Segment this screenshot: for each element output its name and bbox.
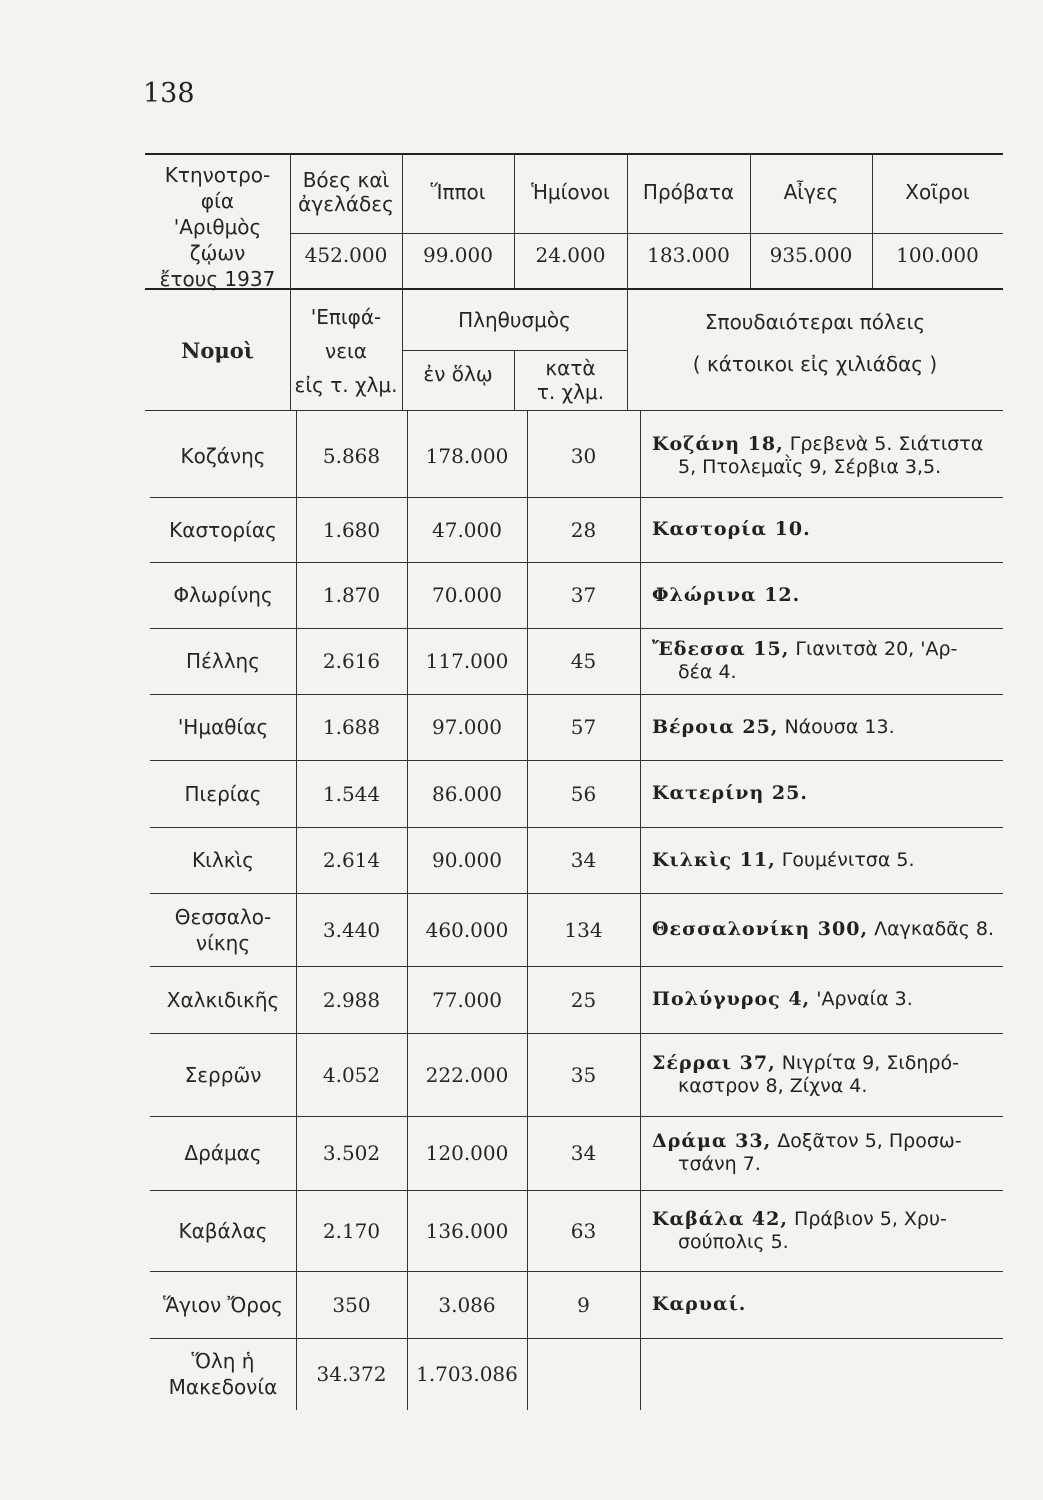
header-line: 'Επιφά- [310,305,382,329]
header-line: κατὰ [545,356,596,380]
prefecture-name-line: Κιλκὶς [191,848,254,872]
main-city: Καβάλα 42, [652,1207,788,1230]
population-value: 86.000 [432,781,502,806]
main-city: Κιλκὶς 11, [652,848,776,871]
other-cities: Νιγρίτα 9, Σιδηρό- [775,1051,959,1074]
livestock-header [290,168,402,216]
cities-text [652,518,1002,541]
row-rule [150,1116,1003,1117]
area-value: 350 [332,1292,371,1317]
col-divider [527,410,528,1410]
area-value: 2.170 [322,1218,381,1243]
prefecture-name [150,1062,296,1088]
livestock-label-line: 'Αριθμὸς [173,215,262,239]
livestock-value: 935.000 [769,243,853,267]
prefecture-name-line: Θεσσαλο- [174,904,272,929]
row-rule [150,1271,1003,1272]
row-rule [150,628,1003,629]
header-line: Βόες καὶ [302,168,390,192]
area-value: 1.680 [322,517,381,542]
other-cities: Πράβιον 5, Χρυ- [788,1207,947,1230]
area-value: 2.988 [322,987,381,1012]
main-city: Πολύγυρος 4, [652,988,811,1010]
prefecture-name [150,847,296,873]
density-value: 35 [570,1062,597,1087]
cities-text [652,1208,1002,1254]
density-value: 63 [570,1218,597,1243]
prefecture-name [150,648,296,674]
prefecture-name [150,714,296,740]
col-divider [296,410,297,1410]
other-cities: Γουμένιτσα 5. [775,848,915,871]
table-top-rule [145,153,1003,155]
cities-continuation: καστρον 8, Ζίχνα 4. [678,1074,868,1097]
prefecture-name [150,904,296,956]
section-rule [145,288,1003,290]
other-cities: Νάουσα 13. [778,715,895,738]
main-city: Θεσσαλονίκη 300, [652,918,869,940]
livestock-header: Ἵπποι [430,180,486,204]
population-value: 117.000 [425,649,509,673]
density-value: 57 [570,715,597,739]
livestock-label-line: ζῴων [189,241,246,265]
area-value: 2.616 [322,649,381,673]
col-divider [640,410,641,1410]
main-city: Ἔδεσσα 15, [652,638,790,660]
other-cities: Γιανιτσὰ 20, 'Αρ- [789,638,958,660]
prefecture-name [150,582,296,608]
main-city: Δράμα 33, [652,1130,772,1152]
main-city: Σέρραι 37, [652,1051,776,1074]
pop-total-header: ἐν ὅλῳ [423,362,493,386]
col-divider [872,153,873,288]
main-city: Κατερίνη 25. [652,782,808,804]
main-city: Βέροια 25, [652,715,779,738]
col-divider [402,153,403,288]
population-value: 3.086 [438,1292,496,1317]
cities-text [652,988,1002,1011]
density-value: 134 [564,917,603,942]
row-rule [150,1033,1003,1034]
prefecture-name [150,1140,296,1166]
cities-continuation: σούπολις 5. [678,1230,789,1253]
prefecture-name-line: Χαλκιδικῆς [166,987,280,1012]
density-value: 30 [570,444,597,468]
population-value: 460.000 [425,917,509,942]
cities-text [652,584,1002,607]
area-value: 5.868 [322,444,381,468]
livestock-value: 99.000 [423,243,493,267]
row-rule [150,760,1003,761]
area-value: 1.688 [322,715,381,739]
header-line: νεια [325,339,367,363]
cities-text [652,638,1002,684]
population-value: 70.000 [432,583,502,607]
cities-subtitle: ( κάτοικοι εἰς χιλιάδας ) [692,352,938,376]
cities-text [652,433,1002,479]
row-rule [150,497,1003,498]
prefecture-name-line: Φλωρίνης [173,583,273,607]
row-rule [150,1338,1003,1339]
area-value: 1.870 [322,583,381,607]
col-divider [407,410,408,1410]
area-value: 3.502 [322,1141,381,1165]
livestock-value: 24.000 [535,243,606,267]
main-city: Φλώρινα 12. [652,583,801,606]
prefecture-name-line: Ὅλη ἡ [191,1349,255,1373]
livestock-header: Χοῖροι [905,180,970,204]
population-value: 90.000 [432,848,502,872]
livestock-label-line: Κτηνοτρο- [164,163,271,187]
pop-density-header [514,356,627,404]
prefecture-name [150,781,296,807]
density-value: 45 [570,649,597,673]
cities-continuation: 5, Πτολεμαῒς 9, Σέρβια 3,5. [678,456,942,478]
col-divider [290,288,291,410]
col-divider [514,153,515,288]
density-value: 25 [570,987,597,1012]
population-value: 178.000 [425,444,509,468]
area-value: 1.544 [322,781,381,806]
density-value: 9 [577,1292,590,1317]
prefecture-name-line: Σερρῶν [184,1062,262,1087]
row-rule [150,1190,1003,1191]
main-city: Καρυαί. [652,1293,747,1315]
prefecture-name-line: Καβάλας [178,1218,268,1243]
col-divider [514,350,515,410]
livestock-mid-rule [290,233,1003,234]
cities-text [652,1052,1002,1098]
main-city: Καστορία 10. [652,518,811,540]
prefecture-name [150,443,296,469]
cities-text [652,918,1002,941]
prefecture-name-line: Πιερίας [184,781,262,806]
page-number: 138 [143,78,195,109]
col-divider [627,153,628,288]
cities-text [652,716,1002,739]
prefecture-name [150,987,296,1013]
population-header: Πληθυσμὸς [458,308,571,332]
area-value: 2.614 [322,848,381,872]
other-cities: Λαγκαδᾶς 8. [868,918,995,940]
population-value: 97.000 [432,715,502,739]
density-value: 56 [570,781,597,806]
col-divider [627,288,628,410]
cities-text [652,1130,1002,1176]
cities-text [652,1293,1002,1316]
population-value: 120.000 [425,1141,509,1165]
density-value: 34 [570,848,597,872]
area-value: 4.052 [322,1062,381,1087]
population-value: 47.000 [432,517,502,542]
header-line: τ. χλμ. [536,380,605,404]
livestock-header: Πρόβατα [642,180,735,204]
livestock-label-line: φία [200,189,235,213]
col-divider [750,153,751,288]
main-city: Κοζάνη 18, [652,433,784,455]
livestock-label-line: ἔτους 1937 [159,267,276,291]
livestock-label [145,162,290,292]
col-divider [402,288,403,410]
other-cities: Γρεβενὰ 5. Σιάτιστα [783,433,984,455]
cities-title: Σπουδαιότεραι πόλεις [704,310,926,334]
livestock-value: 183.000 [647,243,730,267]
prefecture-name-line: 'Ημαθίας [177,715,269,739]
area-value: 34.372 [316,1362,387,1386]
row-rule [150,827,1003,828]
population-value: 1.703.086 [416,1362,518,1386]
row-rule [150,966,1003,967]
density-value: 37 [570,583,597,607]
population-value: 136.000 [425,1218,509,1243]
population-value: 77.000 [432,987,502,1012]
prefecture-name-line: νίκης [195,930,251,955]
other-cities: 'Αρναία 3. [810,988,913,1010]
prefecture-name [150,1218,296,1244]
cities-continuation: δέα 4. [678,661,737,683]
other-cities: Δοξᾶτον 5, Προσω- [771,1130,962,1152]
prefecture-name-line: Μακεδονία [168,1375,278,1399]
prefecture-name-line: Πέλλης [186,649,260,673]
cities-continuation: τσάνη 7. [678,1153,761,1175]
cities-text [652,782,1002,805]
livestock-header: Ἡμίονοι [531,180,610,204]
livestock-value: 452.000 [304,243,388,267]
area-value: 3.440 [322,917,381,942]
nomoi-header: Νομοὶ [181,338,254,363]
row-rule [150,694,1003,695]
population-value: 222.000 [425,1062,509,1087]
cities-text [652,849,1002,872]
density-value: 28 [570,517,597,542]
prefecture-name-line: Δράμας [184,1141,262,1165]
header-bottom-rule [145,410,1003,411]
header-line: ἀγελάδες [298,192,394,216]
prefecture-name-line: Καστορίας [169,517,277,542]
row-rule [150,893,1003,894]
header-line: εἰς τ. χλμ. [294,373,398,397]
area-header [290,300,402,402]
livestock-header: Αἶγες [783,180,839,204]
row-rule [150,562,1003,563]
prefecture-name [150,1292,296,1318]
prefecture-name [150,517,296,543]
livestock-value: 100.000 [896,243,979,267]
density-value: 34 [570,1141,597,1165]
prefecture-name-line: Ἅγιον Ὄρος [163,1292,283,1317]
prefecture-name-line: Κοζάνης [180,444,266,468]
prefecture-name [150,1348,296,1400]
